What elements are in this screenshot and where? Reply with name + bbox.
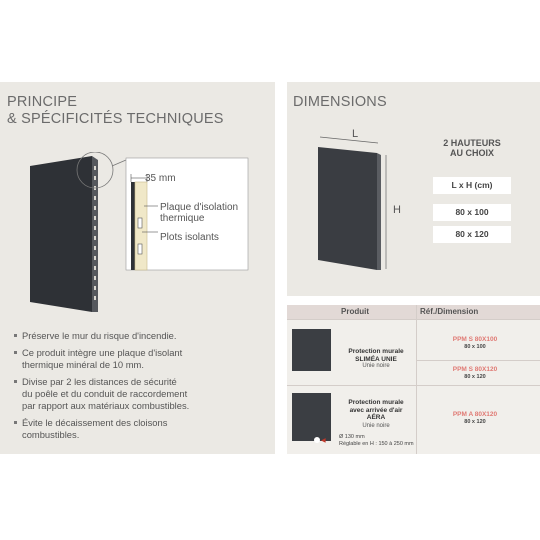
row-divider [287,385,540,386]
product-ref: PPM S 80X120 [452,366,498,373]
benefit-line: Préserve le mur du risque d'incendie. [22,330,177,341]
ref-divider [417,360,540,361]
product-name-line: SLIMÉA UNIE [355,355,397,363]
col-ref: Réf./Dimension [420,307,479,316]
dims-option: 80 x 120 [433,226,511,243]
product-name-line: Protection murale [348,399,404,406]
heights-choice-label [427,138,517,158]
product-spec: Réglable en H : 150 à 250 mm [339,441,414,447]
product-name-line: avec arrivée d'air [349,406,403,414]
heights-line1: 2 HAUTEURS [443,138,501,148]
dims-panel-face [318,147,377,270]
wall-protection-illustration [0,152,275,322]
air-arrow-icon: ◀ [321,438,326,444]
principe-title-line1: PRINCIPE [7,94,78,110]
benefit-item [14,347,269,371]
dims-option: 80 x 100 [433,204,511,221]
annotation-plaque-line2: thermique [160,213,205,224]
benefit-item [14,417,269,441]
row-divider [287,319,540,320]
benefit-line: Évite le décaissement des cloisons [22,417,168,428]
zoom-connector [112,160,126,166]
dimensions-title: DIMENSIONS [293,94,387,110]
annotation-plots: Plots isolants [160,232,219,243]
column-divider [416,305,417,454]
section-plot-2 [138,244,142,254]
benefit-line: du poêle et du conduit de raccordement [22,388,188,399]
principe-panel [0,82,275,454]
benefit-item [14,376,269,412]
product-finish: Unie noire [362,363,390,369]
section-plot-1 [138,218,142,228]
benefit-item [14,330,269,342]
benefit-line: combustibles. [22,429,80,440]
product-thumbnail-aera [292,393,331,441]
dimensions-panel [287,82,540,296]
height-label: H [393,204,401,216]
benefit-line: Ce produit intègre une plaque d'isolant [22,347,183,358]
product-ref: PPM A 80X120 [452,411,498,418]
dims-panel-edge [377,153,381,270]
heights-line2: AU CHOIX [449,148,494,158]
product-name [337,399,415,422]
principe-title [7,94,224,128]
product-name [337,348,415,363]
product-name-line: AÉRA [366,414,386,421]
benefit-line: par rapport aux matériaux combustibles. [22,400,190,411]
benefit-line: thermique minéral de 10 mm. [22,359,144,370]
air-inlet-icon [314,437,320,443]
annotation-plaque [160,202,238,224]
dimensions-illustration [302,127,412,277]
benefit-line: Divise par 2 les distances de sécurité [22,376,177,387]
dims-table-header: L x H (cm) [433,177,511,194]
col-produit: Produit [341,307,369,316]
product-spec: Ø 130 mm [339,434,365,440]
width-arrow [320,137,378,143]
product-name-line: Protection murale [348,348,404,355]
annotation-plaque-line1: Plaque d'isolation [160,202,239,213]
benefits-list [14,330,269,446]
products-table [287,305,540,454]
product-finish: Unie noire [362,423,390,429]
product-dimension: 80 x 120 [464,419,486,425]
principe-title-line2: & SPÉCIFICITÉS TECHNIQUES [7,111,224,127]
section-wall [131,182,135,270]
product-ref: PPM S 80X100 [452,336,498,343]
product-dimension: 80 x 120 [464,374,486,380]
product-dimension: 80 x 100 [464,344,486,350]
dimension-label: 35 mm [145,173,176,184]
products-table-header [287,305,540,319]
width-label: L [352,128,359,140]
product-thumbnail-slimea [292,329,331,371]
panel-face [30,156,92,312]
